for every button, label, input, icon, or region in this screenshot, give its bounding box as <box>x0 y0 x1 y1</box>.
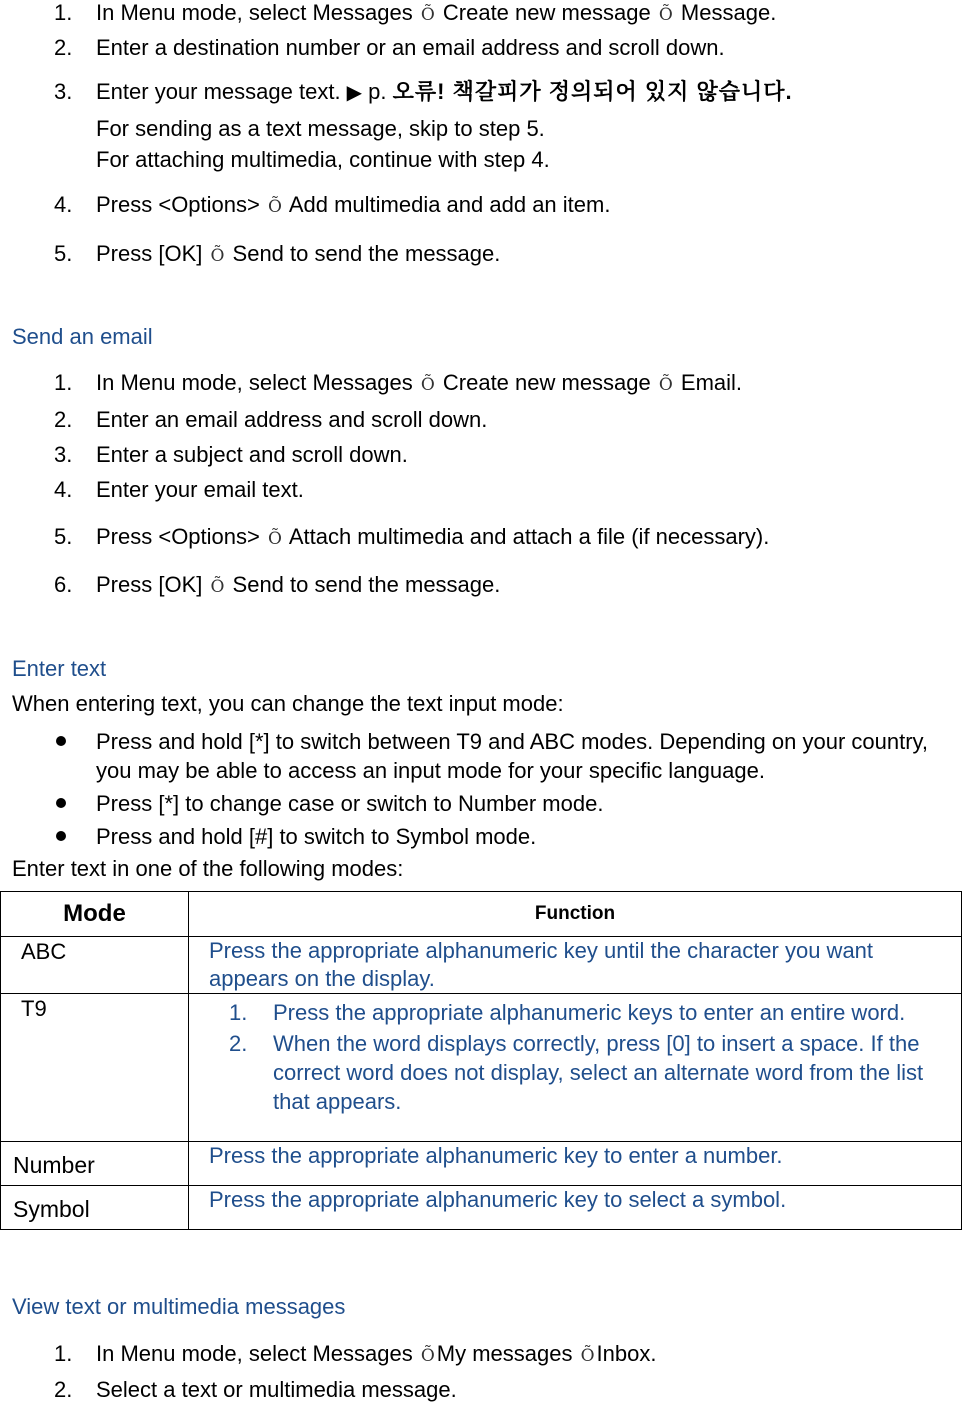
table-row <box>1 937 962 994</box>
send-email-heading: Send an email <box>12 324 153 349</box>
enter-text-heading: Enter text <box>12 656 107 681</box>
column-header-function: Function <box>189 892 962 937</box>
step-number: 5. <box>54 241 73 266</box>
table-row <box>1 1186 962 1230</box>
bullet-item: Press and hold [*] to switch between T9 and ABC modes. Depending on your country, you may be able to access an input mode for your specific language. <box>96 729 929 783</box>
step-text: Press <Options> Õ Add multimedia and add an item. <box>96 192 611 217</box>
arrow-icon: Õ <box>580 1346 595 1366</box>
arrow-icon: Õ <box>420 375 435 395</box>
mode-cell: T9 <box>1 994 189 1142</box>
function-cell: Press the appropriate alphanumeric key until the character you want appears on the display. <box>189 937 962 994</box>
arrow-icon: Õ <box>658 375 673 395</box>
mode-cell: Symbol <box>1 1186 189 1230</box>
table-header-row <box>1 892 962 937</box>
bullet-item: Press and hold [#] to switch to Symbol mode. <box>96 824 537 849</box>
mode-cell: Number <box>1 1142 189 1186</box>
table-intro: Enter text in one of the following modes: <box>12 856 404 881</box>
bullet-item: Press [*] to change case or switch to Number mode. <box>96 791 604 816</box>
step-text: In Menu mode, select Messages Õ Create new message Õ Message. <box>96 0 777 25</box>
arrow-icon: Õ <box>267 529 282 549</box>
bullet-icon <box>56 736 66 746</box>
list-item: 1. Press the appropriate alphanumeric keys to enter an entire word. <box>229 1000 906 1025</box>
step-text: Enter a destination number or an email address and scroll down. <box>96 35 725 60</box>
function-cell: Press the appropriate alphanumeric key to enter a number. <box>189 1142 962 1186</box>
arrow-icon: Õ <box>267 197 282 217</box>
step-number: 1. <box>54 0 73 25</box>
step-number: 3. <box>54 79 73 104</box>
arrow-icon: Õ <box>210 577 225 597</box>
view-messages-heading: View text or multimedia messages <box>12 1294 346 1319</box>
bookmark-error-text: 오류! 책갈피가 정의되어 있지 않습니다. <box>392 79 793 104</box>
triangle-right-icon: ▶ <box>346 82 363 104</box>
list-item: 2. When the word displays correctly, press [0] to insert a space. If the correct word does not display, select an alternate word from the list that appears. <box>229 1031 924 1114</box>
step-text: Enter your message text. ▶ p. 오류! 책갈피가 정의되어 있지 않습니다. <box>96 79 793 104</box>
arrow-icon: Õ <box>210 246 225 266</box>
bullet-icon <box>56 798 66 808</box>
mode-cell: ABC <box>1 937 189 994</box>
arrow-icon: Õ <box>420 5 435 25</box>
bullet-icon <box>56 831 66 841</box>
step-number: 4. <box>54 192 73 217</box>
column-header-mode: Mode <box>1 892 189 937</box>
table-row <box>1 994 962 1142</box>
enter-text-intro: When entering text, you can change the text input mode: <box>12 691 564 716</box>
step-number: 2. <box>54 35 73 60</box>
arrow-icon: Õ <box>658 5 673 25</box>
function-cell <box>189 994 962 1142</box>
table-row <box>1 1142 962 1186</box>
step-text: Press [OK] Õ Send to send the message. <box>96 241 501 266</box>
function-cell: Press the appropriate alphanumeric key to select a symbol. <box>189 1186 962 1230</box>
t9-step-list <box>189 994 953 1116</box>
input-modes-table <box>0 891 962 1230</box>
arrow-icon: Õ <box>420 1346 435 1366</box>
